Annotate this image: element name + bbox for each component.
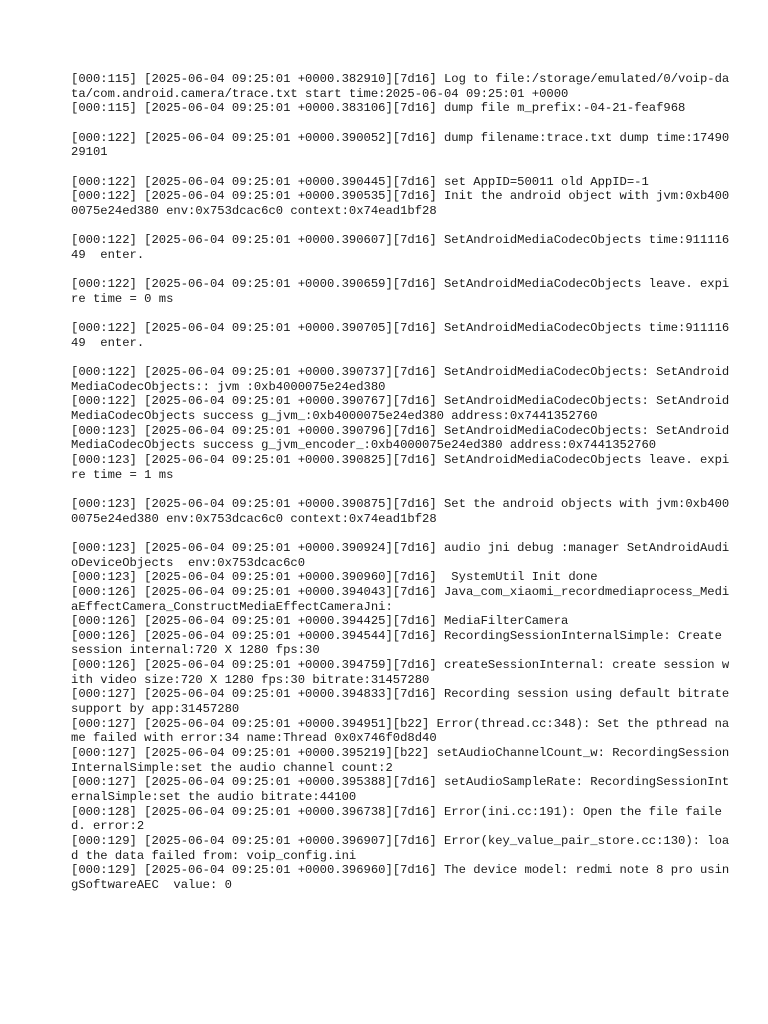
- log-blank-line: [71, 306, 731, 321]
- log-line: [000:129] [2025-06-04 09:25:01 +0000.396907][7d16] Error(key_value_pair_store.cc:130): load the data failed from: voip_config.ini: [71, 834, 730, 863]
- log-blank-line: [71, 482, 731, 497]
- log-line: [000:122] [2025-06-04 09:25:01 +0000.390659][7d16] SetAndroidMediaCodecObjects leave. expire time = 0 ms: [71, 277, 730, 306]
- log-blank-line: [71, 160, 731, 175]
- log-line: [000:129] [2025-06-04 09:25:01 +0000.396960][7d16] The device model: redmi note 8 pro usingSoftwareAEC value: 0: [71, 863, 730, 892]
- log-line: [000:123] [2025-06-04 09:25:01 +0000.390960][7d16] SystemUtil Init done: [71, 570, 598, 585]
- log-text-view: [71, 72, 737, 893]
- log-line: [000:123] [2025-06-04 09:25:01 +0000.390875][7d16] Set the android objects with jvm:0xb4000075e24ed380 env:0x753dcac6c0 context:0x74ead1bf28: [71, 496, 730, 526]
- log-line: [000:126] [2025-06-04 09:25:01 +0000.394544][7d16] RecordingSessionInternalSimple: Create session internal:720 X 1280 fps:30: [71, 628, 730, 658]
- log-blank-line: [71, 219, 731, 234]
- log-line: [000:127] [2025-06-04 09:25:01 +0000.394951][b22] Error(thread.cc:348): Set the pthread name failed with error:34 name:Thread 0x0x746f0d8d40: [71, 716, 730, 746]
- log-line: [000:122] [2025-06-04 09:25:01 +0000.390737][7d16] SetAndroidMediaCodecObjects: SetAndroidMediaCodecObjects:: jvm :0xb4000075e24ed380: [71, 365, 730, 394]
- log-line: [000:127] [2025-06-04 09:25:01 +0000.394833][7d16] Recording session using default bitrate support by app:31457280: [71, 687, 737, 717]
- log-blank-line: [71, 526, 731, 541]
- log-line: [000:126] [2025-06-04 09:25:01 +0000.394043][7d16] Java_com_xiaomi_recordmediaprocess_MediaEffectCamera_ConstructMediaEffectCameraJni:: [71, 584, 730, 614]
- log-line: [000:127] [2025-06-04 09:25:01 +0000.395219][b22] setAudioChannelCount_w: RecordingSessionInternalSimple:set the audio channel count:2: [71, 746, 730, 775]
- log-line: [000:122] [2025-06-04 09:25:01 +0000.390445][7d16] set AppID=50011 old AppID=-1: [71, 174, 649, 189]
- log-blank-line: [71, 350, 731, 365]
- log-blank-line: [71, 262, 731, 277]
- log-line: [000:123] [2025-06-04 09:25:01 +0000.390796][7d16] SetAndroidMediaCodecObjects: SetAndroidMediaCodecObjects success g_jvm_encoder_:0xb4000075e24ed380 address:0x7441352760: [71, 423, 730, 453]
- log-line: [000:122] [2025-06-04 09:25:01 +0000.390705][7d16] SetAndroidMediaCodecObjects time:91111649 enter.: [71, 321, 730, 350]
- log-line: [000:122] [2025-06-04 09:25:01 +0000.390767][7d16] SetAndroidMediaCodecObjects: SetAndroidMediaCodecObjects success g_jvm_:0xb4000075e24ed380 address:0x7441352760: [71, 394, 730, 423]
- log-line: [000:123] [2025-06-04 09:25:01 +0000.390825][7d16] SetAndroidMediaCodecObjects leave. expire time = 1 ms: [71, 452, 730, 482]
- log-line: [000:115] [2025-06-04 09:25:01 +0000.383106][7d16] dump file m_prefix:-04-21-feaf968: [71, 101, 686, 116]
- log-line: [000:127] [2025-06-04 09:25:01 +0000.395388][7d16] setAudioSampleRate: RecordingSessionInternalSimple:set the audio bitrate:44100: [71, 775, 730, 805]
- log-line: [000:122] [2025-06-04 09:25:01 +0000.390535][7d16] Init the android object with jvm:0xb4000075e24ed380 env:0x753dcac6c0 context:0x74ead1bf28: [71, 189, 730, 218]
- log-line: [000:126] [2025-06-04 09:25:01 +0000.394759][7d16] createSessionInternal: create session with video size:720 X 1280 fps:30 bitrate:31457280: [71, 658, 730, 687]
- log-line: [000:115] [2025-06-04 09:25:01 +0000.382910][7d16] Log to file:/storage/emulated/0/voip-data/com.android.camera/trace.txt start time:2025-06-04 09:25:01 +0000: [71, 72, 730, 101]
- log-line: [000:122] [2025-06-04 09:25:01 +0000.390052][7d16] dump filename:trace.txt dump time:1749029101: [71, 130, 730, 160]
- log-line: [000:123] [2025-06-04 09:25:01 +0000.390924][7d16] audio jni debug :manager SetAndroidAudioDeviceObjects env:0x753dcac6c0: [71, 540, 730, 570]
- log-line: [000:126] [2025-06-04 09:25:01 +0000.394425][7d16] MediaFilterCamera: [71, 614, 569, 629]
- log-line: [000:128] [2025-06-04 09:25:01 +0000.396738][7d16] Error(ini.cc:191): Open the file failed. error:2: [71, 804, 722, 834]
- log-blank-line: [71, 116, 731, 131]
- log-line: [000:122] [2025-06-04 09:25:01 +0000.390607][7d16] SetAndroidMediaCodecObjects time:91111649 enter.: [71, 233, 730, 262]
